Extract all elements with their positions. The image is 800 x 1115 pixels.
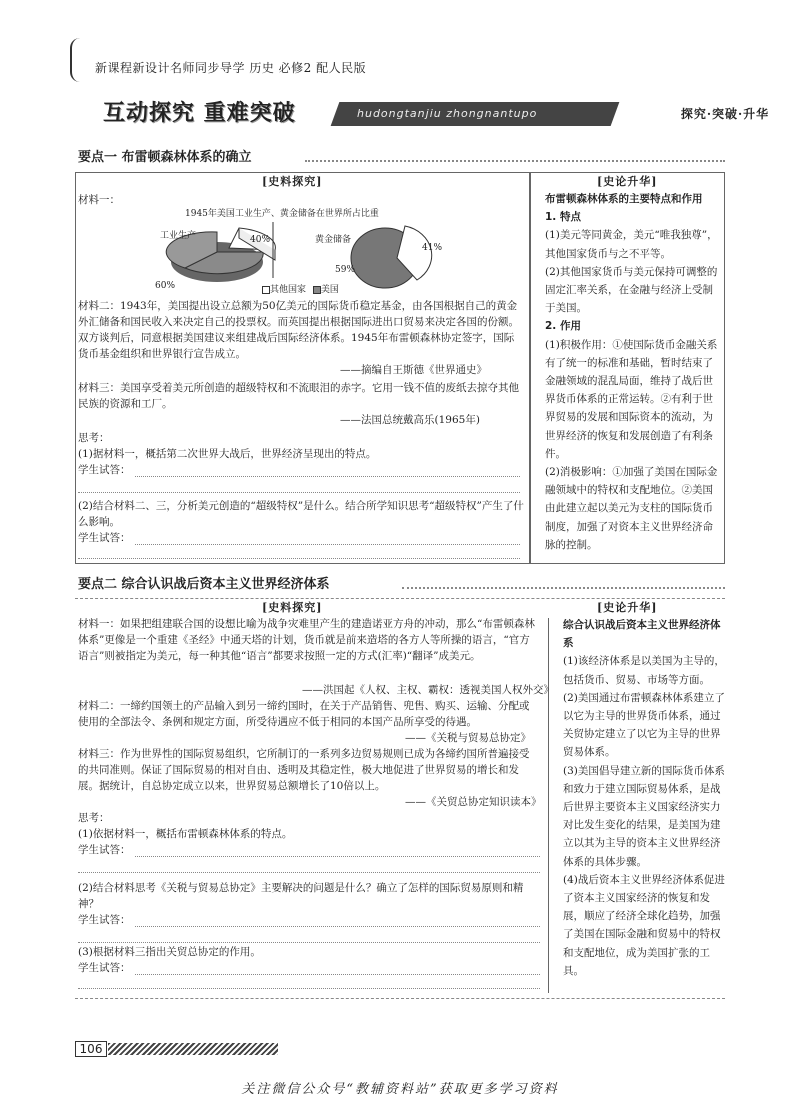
s1-answer2-label: 学生试答： [78,532,131,544]
s2-right-content [563,616,725,980]
pie1-name: 工业生产 [160,231,197,241]
s2-material3-source: ——《关贸总协定知识读本》 [405,796,542,808]
pie2-name: 黄金储备 [315,235,352,245]
section1-left-label: [史料探究] [262,175,323,188]
s2-answer3-line1[interactable] [135,974,540,975]
s1-material2-source: ——摘编自王斯德《世界通史》 [340,364,487,376]
s1-think: 思考： [78,432,110,444]
s2-question3: (3)根据材料三指出关贸总协定的作用。 [78,946,261,958]
s1-right-p3: (1)积极作用：①使国际货币金融关系有了统一的标准和基础，暂时结束了金融领域的混乱局面，维持了战后世界货币体系的正常运转。②有利于世界贸易的发展和国际资本的流动，为世界经济的恢复和发展创造了有利条件。 [545,338,718,460]
section2-top-divider [75,598,725,599]
banner-pinyin-text: hudongtanjiu zhongnantupo [357,107,538,120]
legend-swatch-others [262,286,270,294]
section2-bottom-divider [75,998,725,999]
s2-material1-source: ——洪国起《人权、主权、霸权：透视美国人权外交》 [302,684,554,696]
legend-label-us: 美国 [320,285,339,295]
s2-answer1-label: 学生试答： [78,844,131,856]
s2-right-p3: (3)美国倡导建立新的国际货币体系和致力于建立国际贸易体系，是战后世界主要资本主义国家经济实力对比发生变化的结果，是美国为建立以其为主导的资本主义世界经济体系的具体步骤。 [563,764,725,868]
section1-title: 要点一 布雷顿森林体系的确立 [78,150,252,165]
banner-tag: 探究·突破·升华 [655,102,795,126]
s2-right-p2: (2)美国通过布雷顿森林体系建立了以它为主导的世界货币体系，通过关贸协定建立了以它为主导的世界贸易体系。 [563,691,725,759]
pie2-label-us: 59% [335,265,356,275]
pie-gold [351,226,432,288]
pie2-label-others: 41% [422,243,443,253]
s1-answer1-line1[interactable] [135,476,520,477]
section2-left-label: [史料探究] [262,601,323,614]
section2-col-divider [548,618,549,993]
book-title: 新课程新设计名师同步导学 历史 必修2 配人民版 [95,61,367,75]
s2-material3: 材料三：作为世界性的国际贸易组织，它所制订的一系列多边贸易规则已成为各缔约国所普遍接受的共同准则。保证了国际贸易的相对自由、透明及其稳定性，极大地促进了世界贸易的增长和发展。据统计，自总协定成立以来，世界贸易总额增长了10倍以上。 [78,748,530,792]
s2-right-heading: 综合认识战后资本主义世界经济体系 [563,619,721,650]
footer-note: 关注微信公众号“教辅资料站”获取更多学习资料 [241,1082,559,1097]
header-bracket [70,38,84,82]
pie1-label-others: 40% [250,235,271,245]
banner-title: 互动探究 重难突破 [75,100,355,128]
s2-answer2-label: 学生试答： [78,914,131,926]
banner-pinyin [331,102,620,126]
s2-material2-source: ——《关税与贸易总协定》 [405,732,531,744]
s1-material3-source: ——法国总统戴高乐(1965年) [340,414,480,426]
s2-answer1-line1[interactable] [135,856,540,857]
s1-right-content [545,190,720,554]
s2-question1: (1)依据材料一，概括布雷顿森林体系的特点。 [78,828,293,840]
s1-question2: (2)结合材料二、三，分析美元创造的“超级特权”是什么。结合所学知识思考“超级特权”产生了什么影响。 [78,500,524,528]
legend-label-others: 其他国家 [270,285,307,295]
footer-stripe [108,1043,278,1055]
s2-answer3-label: 学生试答： [78,962,131,974]
chart-legend [262,282,339,298]
s2-answer2-line2[interactable] [78,942,540,943]
s2-answer1-line2[interactable] [78,872,540,873]
s1-answer2-line2[interactable] [78,558,520,559]
legend-swatch-us [313,286,321,294]
section2-title: 要点二 综合认识战后资本主义世界经济体系 [78,577,330,592]
s1-right-sub2: 2. 作用 [545,320,581,333]
s1-question1: (1)据材料一，概括第二次世界大战后，世界经济呈现出的特点。 [78,448,377,460]
section1-right-label: [史论升华] [597,175,658,188]
chart-title: 1945年美国工业生产、黄金储备在世界所占比重 [185,209,379,219]
s2-question2: (2)结合材料思考《关税与贸易总协定》主要解决的问题是什么？确立了怎样的国际贸易原则和精神？ [78,882,524,910]
s1-material1-label: 材料一： [78,194,120,206]
page-number: 106 [75,1041,107,1057]
section-banner [75,100,770,128]
s1-right-p1: (1)美元等同黄金，美元“唯我独尊”，其他国家货币与之不平等。 [545,229,718,260]
s2-material1: 材料一：如果把组建联合国的设想比喻为战争灾难里产生的建造诺亚方舟的冲动，那么“布雷顿森林体系”更像是一个重建《圣经》中通天塔的计划，货币就是前来造塔的各方人等所操的语言，“官方语言”则被指定为美元，每一种其他“语言”都要求按照一定的方式(汇率)“翻译”成美元。 [78,618,535,662]
s2-answer3-line2[interactable] [78,988,540,989]
s1-right-heading: 布雷顿森林体系的主要特点和作用 [545,193,703,205]
s1-material2: 材料二：1943年，美国提出设立总额为50亿美元的国际货币稳定基金，由各国根据自己的黄金外汇储备和国民收入来决定自己的投票权。而英国提出根据国际进出口贸易来决定各国的份额。双方谈判后，同意根据美国建议来组建战后国际经济体系。1945年布雷顿森林协定签字，国际货币基金组织和世界银行宣告成立。 [78,300,519,360]
s1-answer1-label: 学生试答： [78,464,131,476]
s1-answer2-line1[interactable] [135,544,520,545]
s2-right-p4: (4)战后资本主义世界经济体系促进了资本主义国家经济的恢复和发展，顺应了经济全球化趋势，加强了美国在国际金融和贸易中的特权和支配地位，成为美国扩张的工具。 [563,873,725,977]
s2-material2: 材料二：一缔约国领土的产品输入到另一缔约国时，在关于产品销售、兜售、购买、运输、分配或使用的全部法令、条例和规定方面，所受待遇应不低于相同的本国产品所享受的待遇。 [78,700,530,728]
s1-right-p4: (2)消极影响：①加强了美国在国际金融领域中的特权和支配地位。②美国由此建立起以美元为支柱的国际货币制度，加强了对资本主义世界经济命脉的控制。 [545,466,718,551]
s2-answer2-line1[interactable] [135,926,540,927]
s2-think: 思考： [78,812,110,824]
section2-right-label: [史论升华] [597,601,658,614]
pie1-label-us: 60% [155,281,176,291]
s1-right-sub1: 1. 特点 [545,211,581,224]
s1-answer1-line2[interactable] [78,492,520,493]
s1-right-p2: (2)其他国家货币与美元保持可调整的固定汇率关系，在金融与经济上受制于美国。 [545,265,718,315]
s1-material3: 材料三：美国享受着美元所创造的超级特权和不流眼泪的赤字。它用一钱不值的废纸去掠夺其他民族的资源和工厂。 [78,382,519,410]
section1-dots [305,160,725,162]
section2-dots [402,587,725,589]
s2-right-p1: (1)该经济体系是以美国为主导的，包括货币、贸易、市场等方面。 [563,655,725,686]
